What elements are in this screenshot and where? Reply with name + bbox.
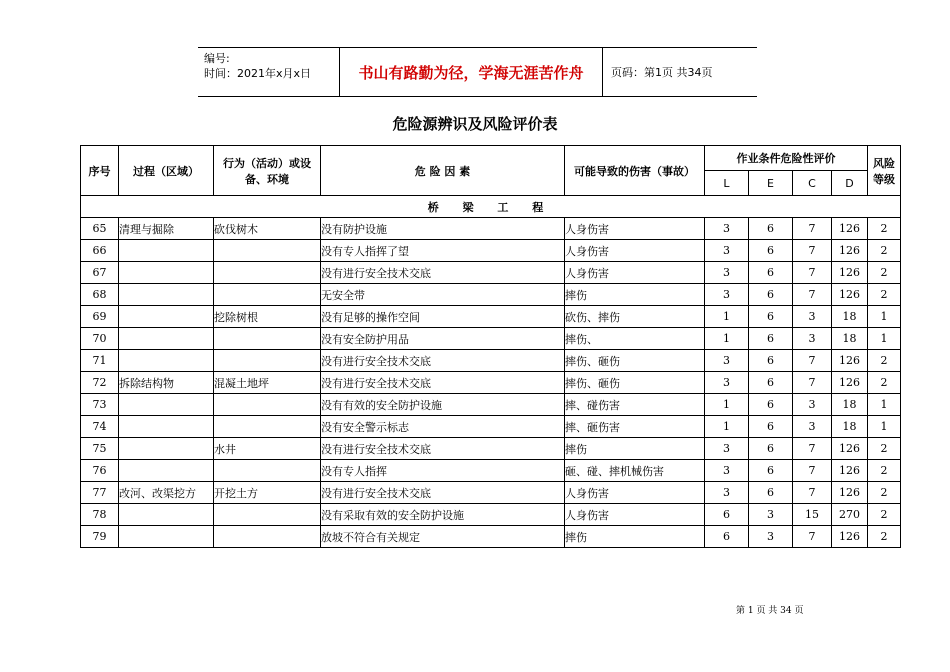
- cell-D: 126: [832, 262, 868, 284]
- cell-D: 126: [832, 460, 868, 482]
- cell-hazard: 没有进行安全技术交底: [321, 482, 565, 504]
- cell-E: 6: [749, 372, 793, 394]
- cell-activity: [214, 328, 321, 350]
- cell-activity: [214, 262, 321, 284]
- header-C: C: [793, 171, 832, 196]
- cell-level: 2: [868, 284, 901, 306]
- table-row: [81, 372, 901, 394]
- cell-harm: 摔伤: [565, 526, 705, 548]
- cell-C: 7: [793, 262, 832, 284]
- cell-E: 6: [749, 416, 793, 438]
- cell-process: [119, 240, 214, 262]
- cell-L: 1: [705, 328, 749, 350]
- cell-L: 1: [705, 394, 749, 416]
- cell-harm: 摔伤: [565, 438, 705, 460]
- cell-no: 74: [81, 416, 119, 438]
- cell-harm: 人身伤害: [565, 218, 705, 240]
- page-footer: 第 1 页 共 34 页: [736, 606, 804, 616]
- cell-harm: 人身伤害: [565, 482, 705, 504]
- cell-no: 79: [81, 526, 119, 548]
- cell-C: 7: [793, 350, 832, 372]
- cell-activity: [214, 526, 321, 548]
- cell-harm: 人身伤害: [565, 262, 705, 284]
- cell-process: [119, 284, 214, 306]
- cell-activity: 挖除树根: [214, 306, 321, 328]
- cell-no: 71: [81, 350, 119, 372]
- table-row: [81, 240, 901, 262]
- table-row: [81, 328, 901, 350]
- cell-level: 1: [868, 394, 901, 416]
- cell-D: 126: [832, 372, 868, 394]
- cell-level: 2: [868, 504, 901, 526]
- table-row: [81, 526, 901, 548]
- cell-harm: 摔伤、: [565, 328, 705, 350]
- header-slogan: 书山有路勤为径，学海无涯苦作舟: [340, 48, 603, 96]
- cell-C: 7: [793, 438, 832, 460]
- cell-level: 1: [868, 328, 901, 350]
- header-meta: [198, 48, 340, 96]
- cell-hazard: 没有专人指挥了望: [321, 240, 565, 262]
- cell-hazard: 没有进行安全技术交底: [321, 372, 565, 394]
- cell-C: 3: [793, 416, 832, 438]
- table-row: [81, 394, 901, 416]
- cell-process: 清理与掘除: [119, 218, 214, 240]
- table-row: [81, 438, 901, 460]
- cell-process: [119, 416, 214, 438]
- cell-process: [119, 460, 214, 482]
- cell-D: 18: [832, 306, 868, 328]
- cell-process: [119, 350, 214, 372]
- cell-L: 3: [705, 482, 749, 504]
- cell-harm: 摔、碰伤害: [565, 394, 705, 416]
- cell-activity: [214, 394, 321, 416]
- header-E: E: [749, 171, 793, 196]
- cell-L: 3: [705, 218, 749, 240]
- cell-hazard: 放坡不符合有关规定: [321, 526, 565, 548]
- cell-D: 126: [832, 526, 868, 548]
- cell-C: 3: [793, 328, 832, 350]
- cell-level: 2: [868, 262, 901, 284]
- cell-no: 65: [81, 218, 119, 240]
- cell-C: 7: [793, 218, 832, 240]
- cell-harm: 人身伤害: [565, 240, 705, 262]
- cell-hazard: 没有安全警示标志: [321, 416, 565, 438]
- cell-D: 270: [832, 504, 868, 526]
- cell-level: 2: [868, 438, 901, 460]
- cell-no: 70: [81, 328, 119, 350]
- cell-level: 2: [868, 482, 901, 504]
- cell-E: 6: [749, 218, 793, 240]
- cell-harm: 人身伤害: [565, 504, 705, 526]
- cell-process: 改河、改渠挖方: [119, 482, 214, 504]
- page-header: [198, 47, 757, 97]
- cell-hazard: 没有有效的安全防护设施: [321, 394, 565, 416]
- cell-L: 3: [705, 240, 749, 262]
- cell-E: 6: [749, 460, 793, 482]
- cell-no: 72: [81, 372, 119, 394]
- cell-process: [119, 328, 214, 350]
- cell-E: 6: [749, 284, 793, 306]
- cell-hazard: 没有安全防护用品: [321, 328, 565, 350]
- cell-process: 拆除结构物: [119, 372, 214, 394]
- cell-process: [119, 262, 214, 284]
- cell-C: 7: [793, 284, 832, 306]
- cell-level: 1: [868, 416, 901, 438]
- cell-D: 126: [832, 438, 868, 460]
- cell-C: 7: [793, 482, 832, 504]
- table-row: [81, 460, 901, 482]
- cell-no: 69: [81, 306, 119, 328]
- table-row: [81, 284, 901, 306]
- table-row: [81, 504, 901, 526]
- cell-level: 2: [868, 526, 901, 548]
- cell-no: 66: [81, 240, 119, 262]
- cell-harm: 摔、砸伤害: [565, 416, 705, 438]
- cell-harm: 摔伤: [565, 284, 705, 306]
- cell-activity: 混凝土地坪: [214, 372, 321, 394]
- cell-E: 6: [749, 306, 793, 328]
- cell-L: 3: [705, 438, 749, 460]
- cell-process: [119, 394, 214, 416]
- cell-activity: 砍伐树木: [214, 218, 321, 240]
- header-number-label: 编号:: [204, 52, 230, 65]
- cell-C: 3: [793, 306, 832, 328]
- table-row: [81, 350, 901, 372]
- cell-hazard: 没有进行安全技术交底: [321, 438, 565, 460]
- header-L: L: [705, 171, 749, 196]
- cell-C: 7: [793, 372, 832, 394]
- cell-process: [119, 306, 214, 328]
- cell-D: 126: [832, 350, 868, 372]
- cell-C: 3: [793, 394, 832, 416]
- cell-L: 3: [705, 350, 749, 372]
- cell-level: 1: [868, 306, 901, 328]
- cell-C: 7: [793, 526, 832, 548]
- header-D: D: [832, 171, 868, 196]
- table-row: [81, 482, 901, 504]
- cell-D: 126: [832, 240, 868, 262]
- header-harm: 可能导致的伤害（事故）: [565, 146, 705, 196]
- cell-D: 18: [832, 328, 868, 350]
- cell-E: 6: [749, 262, 793, 284]
- header-risk-level: 风险等级: [868, 146, 901, 196]
- header-hazard: 危 险 因 素: [321, 146, 565, 196]
- table-row: [81, 218, 901, 240]
- cell-hazard: 没有专人指挥: [321, 460, 565, 482]
- cell-D: 126: [832, 482, 868, 504]
- hazard-table: [80, 145, 901, 548]
- cell-activity: [214, 416, 321, 438]
- cell-L: 6: [705, 504, 749, 526]
- header-page-label: 页码：第1页 共34页: [611, 66, 713, 79]
- cell-no: 77: [81, 482, 119, 504]
- cell-no: 68: [81, 284, 119, 306]
- cell-process: [119, 504, 214, 526]
- cell-C: 7: [793, 460, 832, 482]
- cell-level: 2: [868, 350, 901, 372]
- cell-E: 6: [749, 438, 793, 460]
- cell-E: 6: [749, 394, 793, 416]
- cell-hazard: 没有足够的操作空间: [321, 306, 565, 328]
- header-activity: 行为（活动）或设备、环境: [214, 146, 321, 196]
- cell-harm: 砍伤、摔伤: [565, 306, 705, 328]
- cell-harm: 摔伤、砸伤: [565, 372, 705, 394]
- document-title: 危险源辨识及风险评价表: [392, 115, 558, 133]
- cell-activity: 开挖土方: [214, 482, 321, 504]
- cell-L: 1: [705, 416, 749, 438]
- cell-no: 78: [81, 504, 119, 526]
- cell-activity: [214, 284, 321, 306]
- cell-no: 75: [81, 438, 119, 460]
- cell-E: 3: [749, 526, 793, 548]
- cell-level: 2: [868, 240, 901, 262]
- header-eval-group: 作业条件危险性评价: [705, 146, 868, 171]
- cell-D: 126: [832, 284, 868, 306]
- table-row: [81, 416, 901, 438]
- cell-activity: 水井: [214, 438, 321, 460]
- cell-hazard: 没有进行安全技术交底: [321, 350, 565, 372]
- cell-E: 6: [749, 350, 793, 372]
- cell-L: 3: [705, 284, 749, 306]
- cell-E: 6: [749, 328, 793, 350]
- cell-E: 6: [749, 482, 793, 504]
- cell-no: 76: [81, 460, 119, 482]
- cell-no: 73: [81, 394, 119, 416]
- cell-L: 6: [705, 526, 749, 548]
- cell-L: 3: [705, 262, 749, 284]
- cell-D: 126: [832, 218, 868, 240]
- cell-level: 2: [868, 372, 901, 394]
- cell-process: [119, 526, 214, 548]
- header-process: 过程（区域）: [119, 146, 214, 196]
- cell-harm: 砸、碰、摔机械伤害: [565, 460, 705, 482]
- cell-hazard: 没有采取有效的安全防护设施: [321, 504, 565, 526]
- cell-E: 3: [749, 504, 793, 526]
- header-time-label: 时间：2021年x月x日: [204, 67, 312, 80]
- table-row: [81, 262, 901, 284]
- cell-hazard: 没有进行安全技术交底: [321, 262, 565, 284]
- cell-level: 2: [868, 460, 901, 482]
- table-row: [81, 306, 901, 328]
- cell-E: 6: [749, 240, 793, 262]
- cell-L: 3: [705, 372, 749, 394]
- cell-hazard: 无安全带: [321, 284, 565, 306]
- cell-C: 7: [793, 240, 832, 262]
- cell-activity: [214, 240, 321, 262]
- cell-activity: [214, 460, 321, 482]
- cell-no: 67: [81, 262, 119, 284]
- cell-process: [119, 438, 214, 460]
- cell-harm: 摔伤、砸伤: [565, 350, 705, 372]
- cell-level: 2: [868, 218, 901, 240]
- cell-D: 18: [832, 394, 868, 416]
- cell-L: 3: [705, 460, 749, 482]
- section-title: 桥 梁 工 程: [81, 196, 901, 218]
- cell-D: 18: [832, 416, 868, 438]
- header-seq: 序号: [81, 146, 119, 196]
- cell-L: 1: [705, 306, 749, 328]
- cell-activity: [214, 504, 321, 526]
- cell-hazard: 没有防护设施: [321, 218, 565, 240]
- cell-activity: [214, 350, 321, 372]
- cell-C: 15: [793, 504, 832, 526]
